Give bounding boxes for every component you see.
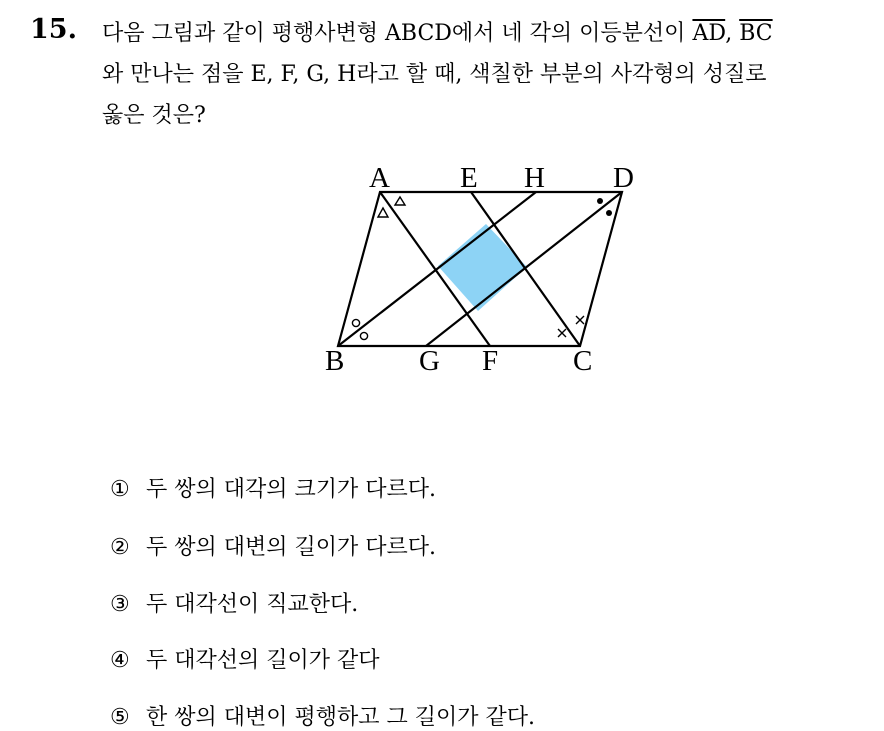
- angle-mark-d1: [597, 198, 603, 204]
- label-h: H: [524, 162, 545, 194]
- option-text: 한 쌍의 대변이 평행하고 그 길이가 같다.: [146, 705, 535, 730]
- angle-mark-c2: [576, 316, 584, 324]
- segment-ad: $\overline{AD}$: [692, 21, 726, 46]
- angle-mark-d2: [606, 210, 612, 216]
- angle-mark-a1: [378, 208, 388, 217]
- option-marker: ⑤: [110, 705, 130, 730]
- option-marker: ③: [110, 592, 130, 617]
- option-2[interactable]: [110, 530, 436, 561]
- segment-bc: $\overline{BC}$: [739, 21, 773, 46]
- label-f: F: [482, 345, 499, 377]
- option-4[interactable]: [110, 643, 380, 674]
- option-3[interactable]: [110, 587, 358, 618]
- angle-mark-b1: [352, 319, 359, 326]
- option-text: 두 대각선이 직교한다.: [146, 592, 359, 617]
- parallelogram-figure: [310, 160, 650, 385]
- option-text: 두 쌍의 대변의 길이가 다르다.: [146, 535, 436, 560]
- label-a: A: [369, 162, 390, 194]
- label-b: B: [325, 345, 345, 377]
- option-text: 두 대각선의 길이가 같다: [146, 648, 380, 673]
- option-text: 두 쌍의 대각의 크기가 다르다.: [146, 477, 436, 502]
- question-line-3: 옳은 것은?: [102, 103, 206, 128]
- label-d: D: [613, 162, 634, 194]
- question-number: 15.: [30, 14, 77, 45]
- angle-mark-c1: [558, 329, 566, 337]
- option-5[interactable]: [110, 700, 535, 731]
- question-line-1: [102, 16, 773, 47]
- separator: ,: [725, 21, 740, 46]
- question-line-2: 와 만나는 점을 E, F, G, H라고 할 때, 색칠한 부분의 사각형의 성질로: [102, 62, 767, 87]
- label-c: C: [573, 345, 593, 377]
- shaded-quadrilateral: [438, 224, 527, 311]
- angle-mark-b2: [360, 332, 367, 339]
- label-e: E: [460, 162, 478, 194]
- question-text-1: 다음 그림과 같이 평행사변형 ABCD에서 네 각의 이등분선이: [102, 21, 693, 46]
- option-1[interactable]: [110, 472, 436, 503]
- option-marker: ④: [110, 648, 130, 673]
- label-g: G: [419, 345, 440, 377]
- option-marker: ②: [110, 535, 130, 560]
- angle-mark-a2: [395, 197, 405, 205]
- option-marker: ①: [110, 477, 130, 502]
